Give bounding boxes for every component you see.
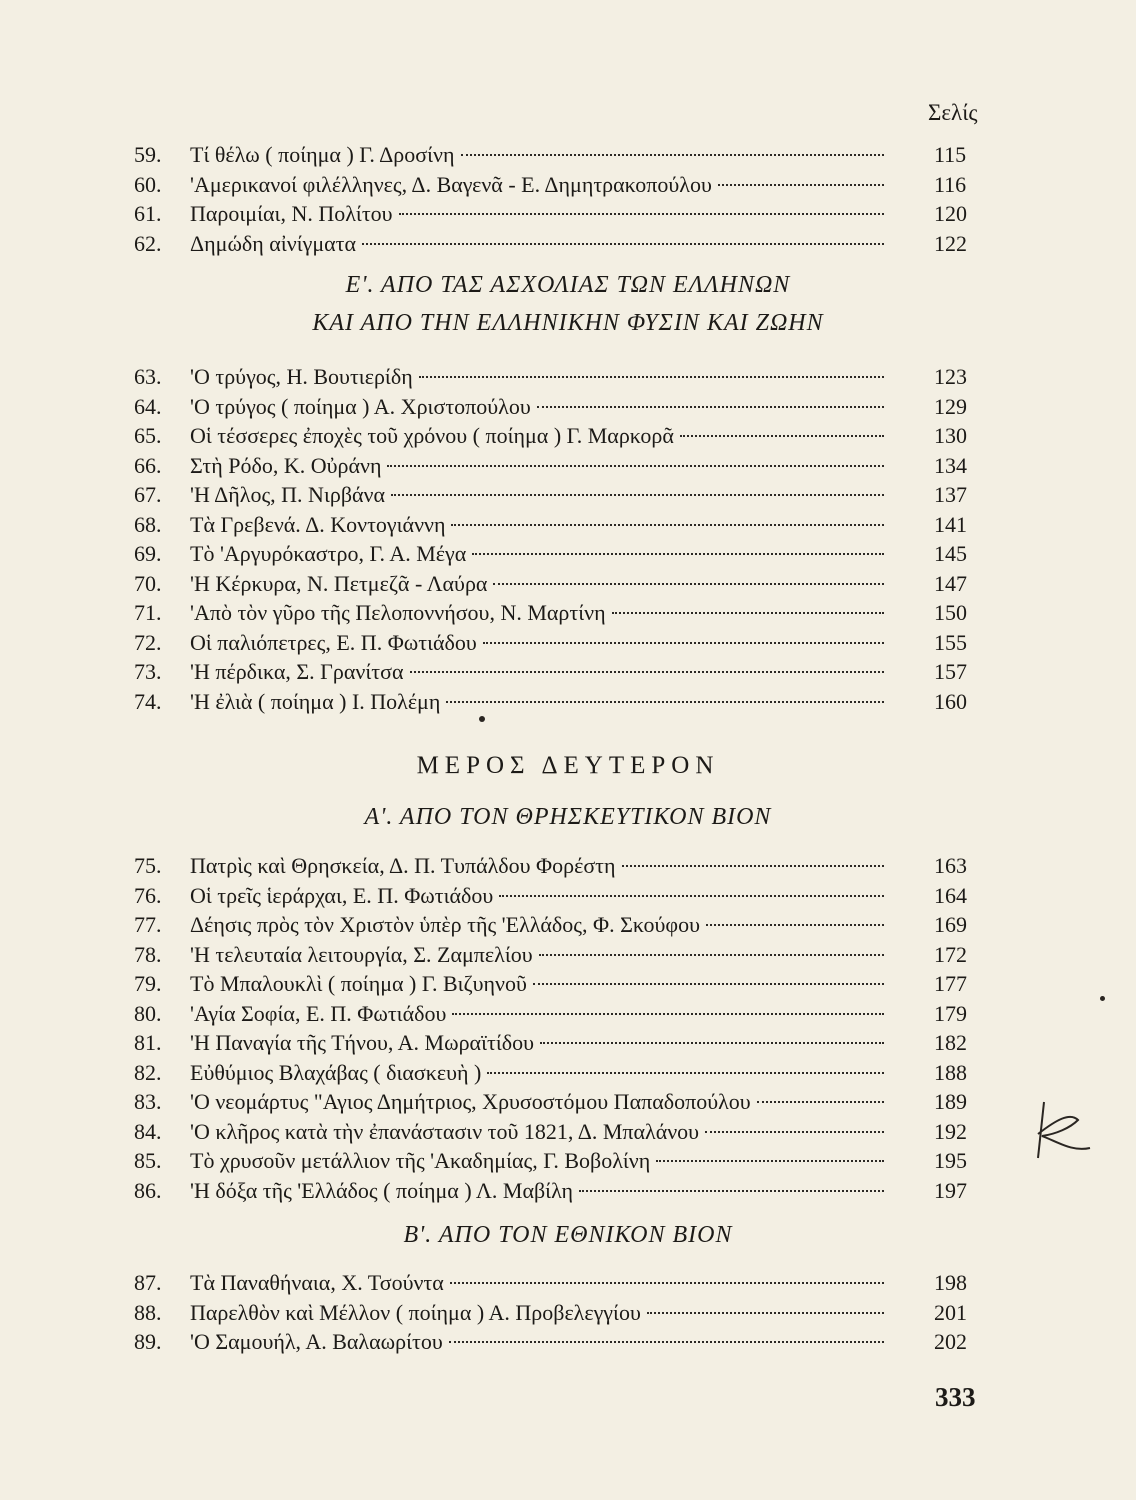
leader-dots: [419, 362, 884, 378]
leader-dots: [680, 421, 884, 437]
entry-title: 'Η δόξα τῆς 'Ελλάδος ( ποίημα ) Λ. Μαβίλη: [190, 1177, 574, 1203]
entry-page: 195: [934, 1148, 967, 1173]
leader-dots: [387, 451, 884, 467]
leader-dots: [656, 1146, 884, 1162]
part-two-title: ΜΕΡΟΣ ΔΕΥΤΕΡΟΝ: [416, 752, 720, 779]
toc-entry: [134, 569, 967, 599]
entry-title: 'Ο νεομάρτυς "Αγιος Δημήτριος, Χρυσοστόμου Παπαδοπούλου: [190, 1089, 751, 1114]
entry-number: 89.: [134, 1329, 162, 1354]
leader-dots: [579, 1176, 884, 1192]
leader-dots: [533, 969, 884, 985]
entry-page: 197: [934, 1177, 967, 1203]
entry-number: 61.: [134, 201, 162, 226]
toc-entry: [134, 851, 967, 881]
entry-number: 82.: [134, 1059, 162, 1085]
entry-page: 192: [934, 1118, 967, 1144]
entry-title: 'Απὸ τὸν γῦρο τῆς Πελοποννήσου, Ν. Μαρτίνη: [190, 600, 606, 625]
margin-dot: [1100, 996, 1105, 1001]
entry-page: 150: [934, 600, 967, 625]
toc-entry: [134, 687, 967, 717]
entry-page: 145: [934, 541, 967, 566]
entry-number: 68.: [134, 511, 162, 537]
entry-number: 85.: [134, 1148, 162, 1173]
entry-title: Τὰ Παναθήναια, Χ. Τσούντα: [190, 1270, 444, 1295]
entry-number: 84.: [134, 1118, 162, 1144]
leader-dots: [612, 598, 884, 614]
leader-dots: [472, 539, 884, 555]
entry-title: 'Ο Σαμουήλ, Α. Βαλαωρίτου: [190, 1329, 443, 1354]
bullet-mark: [479, 716, 485, 722]
entry-page: 129: [934, 393, 967, 419]
entry-number: 79.: [134, 971, 162, 996]
leader-dots: [451, 510, 884, 526]
leader-dots: [446, 687, 884, 703]
leader-dots: [718, 170, 884, 186]
toc-entry: [134, 1146, 967, 1176]
entry-number: 87.: [134, 1270, 162, 1295]
entry-number: 86.: [134, 1177, 162, 1203]
entry-page: 198: [934, 1270, 967, 1295]
toc-entry: [134, 598, 967, 628]
entry-title: Παρελθὸν καὶ Μέλλον ( ποίημα ) Α. Προβελεγγίου: [190, 1299, 641, 1325]
leader-dots: [647, 1298, 884, 1314]
toc-entry: [134, 392, 967, 422]
entry-number: 72.: [134, 629, 162, 655]
entry-number: 80.: [134, 1000, 162, 1026]
toc-entry: [134, 657, 967, 687]
page-number: 333: [935, 1382, 976, 1412]
leader-dots: [706, 910, 884, 926]
toc-entry: [134, 1117, 967, 1147]
entry-page: 141: [934, 511, 967, 537]
entry-title: 'Ο τρύγος ( ποίημα ) Α. Χριστοπούλου: [190, 393, 531, 419]
entry-page: 116: [934, 171, 967, 197]
toc-entry: [134, 969, 967, 999]
entry-title: 'Ο τρύγος, Η. Βουτιερίδη: [190, 364, 413, 389]
toc-entry: [134, 229, 967, 259]
entry-page: 134: [934, 452, 967, 478]
entry-page: 123: [934, 364, 967, 389]
entry-title: 'Η Δῆλος, Π. Νιρβάνα: [190, 482, 386, 507]
entry-page: 157: [934, 659, 967, 684]
entry-title: Οἱ παλιόπετρες, Ε. Π. Φωτιάδου: [190, 629, 477, 655]
entry-number: 62.: [134, 230, 162, 256]
toc-entry: [134, 421, 967, 451]
toc-entry: [134, 1268, 967, 1298]
toc-entry: [134, 881, 967, 911]
entry-number: 67.: [134, 482, 162, 507]
entry-number: 88.: [134, 1299, 162, 1325]
toc-entry: [134, 451, 967, 481]
entry-number: 73.: [134, 659, 162, 684]
entry-page: 122: [934, 230, 967, 256]
entry-page: 115: [934, 142, 967, 167]
entry-number: 81.: [134, 1030, 162, 1055]
entry-page: 182: [934, 1030, 967, 1055]
toc-entry: [134, 940, 967, 970]
toc-block-2: [134, 362, 967, 716]
leader-dots: [540, 1028, 884, 1044]
entry-number: 64.: [134, 393, 162, 419]
page-column-header: Σελίς: [928, 100, 978, 125]
entry-page: 169: [934, 912, 967, 937]
entry-title: Οἱ τρεῖς ἱεράρχαι, Ε. Π. Φωτιάδου: [190, 882, 494, 908]
entry-title: 'Η Κέρκυρα, Ν. Πετμεζᾶ - Λαύρα: [190, 570, 488, 596]
toc-entry: [134, 362, 967, 392]
toc-entry: [134, 999, 967, 1029]
leader-dots: [539, 940, 884, 956]
toc-entry: [134, 628, 967, 658]
entry-number: 77.: [134, 912, 162, 937]
leader-dots: [450, 1268, 884, 1284]
entry-title: Πατρὶς καὶ Θρησκεία, Δ. Π. Τυπάλδου Φορέστη: [190, 853, 616, 878]
entry-page: 201: [934, 1299, 967, 1325]
entry-title: Εὐθύμιος Βλαχάβας ( διασκευὴ ): [190, 1059, 482, 1085]
leader-dots: [362, 229, 884, 245]
entry-title: Τὰ Γρεβενά. Δ. Κοντογιάννη: [190, 511, 446, 537]
entry-title: Τὸ Μπαλουκλὶ ( ποίημα ) Γ. Βιζυηνοῦ: [190, 971, 527, 996]
leader-dots: [622, 851, 884, 867]
section-a-title: Α'. ΑΠΟ ΤΟΝ ΘΡΗΣΚΕΥΤΙΚΟΝ ΒΙΟΝ: [364, 804, 772, 830]
section-e-title-line1: Ε'. ΑΠΟ ΤΑΣ ΑΣΧΟΛΙΑΣ ΤΩΝ ΕΛΛΗΝΩΝ: [345, 272, 791, 298]
section-b-title: Β'. ΑΠΟ ΤΟΝ ΕΘΝΙΚΟΝ ΒΙΟΝ: [403, 1222, 733, 1248]
leader-dots: [537, 392, 884, 408]
toc-entry: [134, 480, 967, 510]
toc-entry: [134, 170, 967, 200]
entry-title: Δέησις πρὸς τὸν Χριστὸν ὑπὲρ τῆς 'Ελλάδος, Φ. Σκούφου: [190, 912, 700, 937]
entry-page: 172: [934, 941, 967, 967]
entry-page: 137: [934, 482, 967, 507]
leader-dots: [705, 1117, 884, 1133]
leader-dots: [757, 1087, 884, 1103]
leader-dots: [493, 569, 884, 585]
toc-entry: [134, 539, 967, 569]
toc-block-4: [134, 1268, 967, 1357]
entry-page: 155: [934, 629, 967, 655]
entry-title: 'Αγία Σοφία, Ε. Π. Φωτιάδου: [190, 1000, 447, 1026]
entry-title: Οἱ τέσσερες ἐποχὲς τοῦ χρόνου ( ποίημα ) Γ. Μαρκορᾶ: [190, 423, 674, 448]
entry-number: 66.: [134, 452, 162, 478]
leader-dots: [449, 1327, 884, 1343]
entry-number: 59.: [134, 142, 162, 167]
entry-page: 202: [934, 1329, 967, 1354]
entry-number: 71.: [134, 600, 162, 625]
entry-number: 69.: [134, 541, 162, 566]
entry-title: Στὴ Ρόδο, Κ. Οὐράνη: [190, 452, 382, 478]
entry-page: 130: [934, 423, 967, 448]
toc-block-3: [134, 851, 967, 1205]
entry-number: 78.: [134, 941, 162, 967]
entry-title: Τὸ χρυσοῦν μετάλλιον τῆς 'Ακαδημίας, Γ. Βοβολίνη: [190, 1148, 651, 1173]
toc-entry: [134, 1298, 967, 1328]
leader-dots: [487, 1058, 884, 1074]
entry-title: Τί θέλω ( ποίημα ) Γ. Δροσίνη: [190, 142, 455, 167]
leader-dots: [410, 657, 884, 673]
entry-title: 'Ο κλῆρος κατὰ τὴν ἐπανάστασιν τοῦ 1821, Δ. Μπαλάνου: [190, 1118, 700, 1144]
leader-dots: [452, 999, 884, 1015]
entry-page: 160: [934, 688, 967, 714]
toc-entry: [134, 199, 967, 229]
leader-dots: [399, 199, 884, 215]
section-e-title-line2: ΚΑΙ ΑΠΟ ΤΗΝ ΕΛΛΗΝΙΚΗΝ ΦΥΣΙΝ ΚΑΙ ΖΩΗΝ: [312, 310, 824, 336]
toc-block-1: [134, 140, 967, 258]
entry-number: 70.: [134, 570, 162, 596]
entry-number: 74.: [134, 688, 162, 714]
toc-entry: [134, 1327, 967, 1357]
entry-title: 'Η πέρδικα, Σ. Γρανίτσα: [190, 659, 404, 684]
entry-title: 'Αμερικανοί φιλέλληνες, Δ. Βαγενᾶ - Ε. Δημητρακοπούλου: [190, 171, 712, 197]
entry-title: 'Η τελευταία λειτουργία, Σ. Ζαμπελίου: [190, 941, 533, 967]
entry-page: 189: [934, 1089, 967, 1114]
entry-title: Δημώδη αἰνίγματα: [190, 230, 357, 256]
toc-entry: [134, 1087, 967, 1117]
entry-page: 179: [934, 1000, 967, 1026]
entry-number: 60.: [134, 171, 162, 197]
entry-number: 83.: [134, 1089, 162, 1114]
entry-page: 164: [934, 882, 967, 908]
entry-number: 76.: [134, 882, 162, 908]
entry-title: Τὸ 'Αργυρόκαστρο, Γ. Α. Μέγα: [190, 541, 467, 566]
entry-page: 120: [934, 201, 967, 226]
toc-entry: [134, 510, 967, 540]
entry-number: 65.: [134, 423, 162, 448]
entry-page: 177: [934, 971, 967, 996]
leader-dots: [461, 140, 884, 156]
toc-entry: [134, 1058, 967, 1088]
leader-dots: [483, 628, 884, 644]
toc-entry: [134, 140, 967, 170]
entry-number: 63.: [134, 364, 162, 389]
entry-title: Παροιμίαι, Ν. Πολίτου: [190, 201, 393, 226]
handwritten-mark-icon: [1030, 1090, 1100, 1170]
leader-dots: [499, 881, 884, 897]
entry-title: 'Η Παναγία τῆς Τήνου, Α. Μωραϊτίδου: [190, 1030, 535, 1055]
toc-entry: [134, 1028, 967, 1058]
entry-title: 'Η ἐλιὰ ( ποίημα ) Ι. Πολέμη: [190, 688, 441, 714]
entry-page: 188: [934, 1059, 967, 1085]
leader-dots: [391, 480, 884, 496]
entry-page: 147: [934, 570, 967, 596]
entry-page: 163: [934, 853, 967, 878]
entry-number: 75.: [134, 853, 162, 878]
toc-entry: [134, 1176, 967, 1206]
toc-entry: [134, 910, 967, 940]
